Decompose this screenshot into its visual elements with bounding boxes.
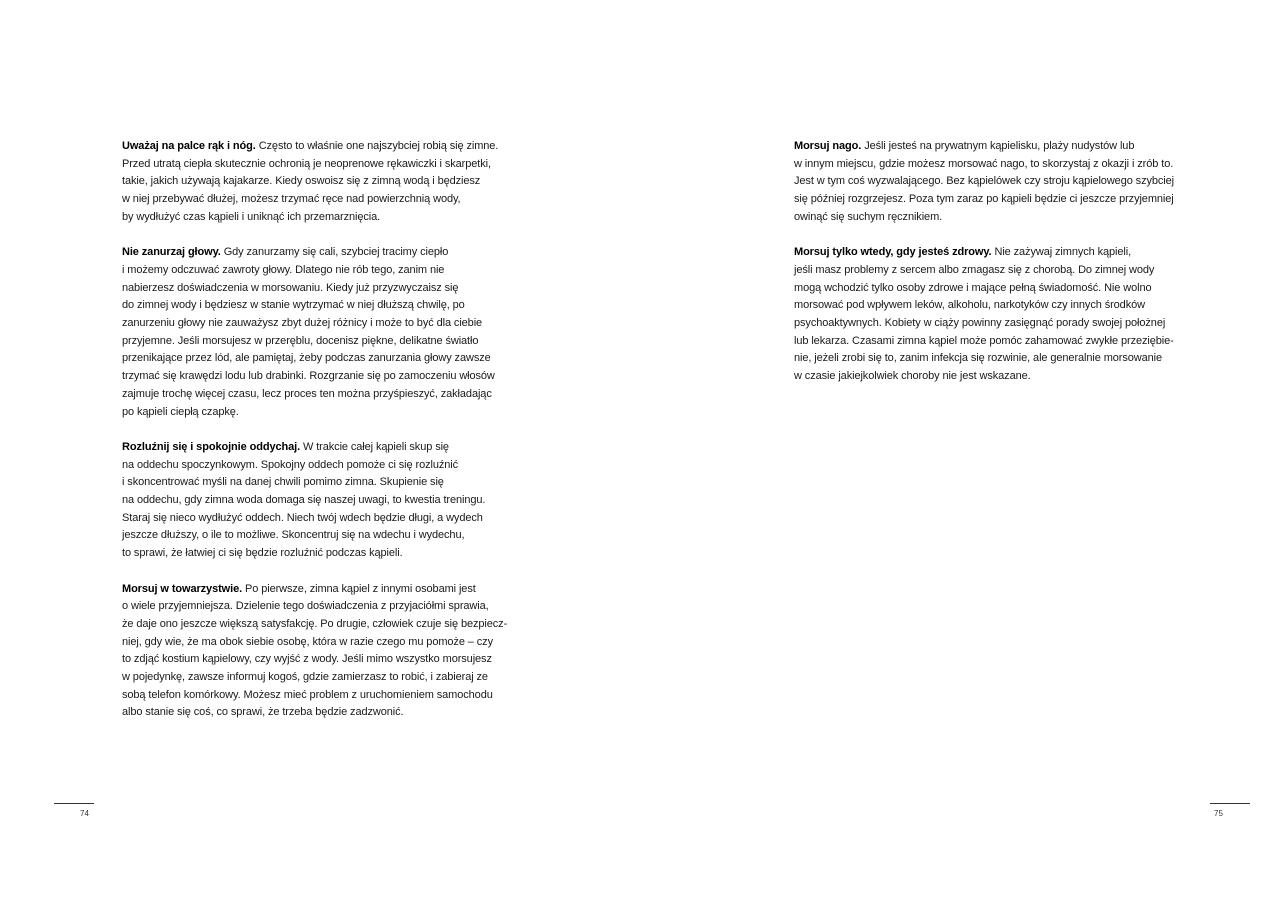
text-line: Staraj się nieco wydłużyć oddech. Niech twój wdech będzie długi, a wydech <box>122 511 483 524</box>
text-line: lub lekarza. Czasami zimna kąpiel może pomóc zahamować zwykłe przeziębie- <box>794 334 1174 347</box>
text-line: przenikające przez lód, ale pamiętaj, żeby podczas zanurzania głowy zawsze <box>122 352 491 365</box>
text-line: i skoncentrować myśli na danej chwili pomimo zimna. Skupienie się <box>122 476 444 489</box>
text-line: jeszcze dłuższy, o ile to możliwe. Skoncentruj się na wdechu i wydechu, <box>122 529 465 542</box>
paragraph <box>122 244 522 421</box>
paragraph-text: Jeśli jesteś na prywatnym kąpielisku, plaży nudystów lub <box>861 140 1135 152</box>
text-line: morsować pod wpływem leków, alkoholu, narkotyków czy innych środków <box>794 299 1145 312</box>
paragraph <box>794 138 1194 227</box>
left-text-column <box>122 138 522 740</box>
text-line: to sprawi, że łatwiej ci się będzie rozluźnić podczas kąpieli. <box>122 547 403 560</box>
text-line: albo stanie się coś, co sprawi, że trzeba będzie zadzwonić. <box>122 706 404 719</box>
paragraph-lead: Morsuj w towarzystwie. <box>122 582 243 595</box>
text-line: o wiele przyjemniejsza. Dzielenie tego doświadczenia z przyjaciółmi sprawia, <box>122 600 489 613</box>
paragraph <box>122 581 522 723</box>
text-line: owinąć się suchym ręcznikiem. <box>794 210 943 223</box>
paragraph-text: Po pierwsze, zimna kąpiel z innymi osobami jest <box>242 582 476 595</box>
text-line: na oddechu spoczynkowym. Spokojny oddech pomoże ci się rozluźnić <box>122 458 459 471</box>
text-line: zajmuje trochę więcej czasu, lecz proces ten można przyśpieszyć, zakładając <box>122 387 492 400</box>
paragraph-lead: Morsuj nago. <box>794 140 862 152</box>
text-line: to zdjąć kostium kąpielowy, czy wyjść z wody. Jeśli mimo wszystko morsujesz <box>122 653 492 666</box>
paragraph <box>122 439 522 563</box>
paragraph-lead: Uważaj na palce rąk i nóg. <box>122 140 256 152</box>
text-line: w innym miejscu, gdzie możesz morsować nago, to skorzystaj z okazji i zrób to. <box>794 157 1174 170</box>
text-line <box>794 138 1194 156</box>
text-line: takie, jakich używają kajakarze. Kiedy oswoisz się z zimną wodą i będziesz <box>122 175 481 188</box>
paragraph-text: Gdy zanurzamy się cali, szybciej tracimy ciepło <box>220 246 449 259</box>
text-line: mogą wchodzić tylko osoby zdrowe i mające pełną świadomość. Nie wolno <box>794 281 1152 294</box>
page-number-rule <box>1210 803 1250 804</box>
text-line: w pojedynkę, zawsze informuj kogoś, gdzie zamierzasz to robić, i zabieraj ze <box>122 671 488 684</box>
text-line: że daje ono jeszcze większą satysfakcję. Po drugie, człowiek czuje się bezpiecz- <box>122 617 508 630</box>
text-line: w niej przebywać dłużej, możesz trzymać ręce nad powierzchnią wody, <box>122 193 461 206</box>
text-line <box>122 138 522 156</box>
text-line: nie, jeżeli zrobi się to, zanim infekcja się rozwinie, ale generalnie morsowanie <box>794 352 1163 365</box>
text-line: po kąpieli ciepłą czapkę. <box>122 405 239 418</box>
paragraph <box>794 244 1194 386</box>
text-line <box>122 439 522 457</box>
text-line: w czasie jakiejkolwiek choroby nie jest wskazane. <box>794 370 1031 383</box>
page-number: 75 <box>1214 809 1223 818</box>
paragraph-text: Często to właśnie one najszybciej robią się zimne. <box>255 140 499 152</box>
text-line <box>122 581 522 599</box>
text-line: by wydłużyć czas kąpieli i uniknąć ich przemarznięcia. <box>122 210 381 223</box>
paragraph <box>122 138 522 227</box>
text-line: jeśli masz problemy z sercem albo zmagasz się z chorobą. Do zimnej wody <box>794 263 1155 276</box>
text-line: niej, gdy wie, że ma obok siebie osobę, która w razie czego mu pomoże – czy <box>122 635 493 648</box>
right-page <box>640 0 1280 905</box>
text-line: trzymać się krawędzi lodu lub drabinki. Rozgrzanie się po zamoczeniu włosów <box>122 370 495 383</box>
text-line: Jest w tym coś wyzwalającego. Bez kąpielówek czy stroju kąpielowego szybciej <box>794 175 1175 188</box>
text-line: na oddechu, gdy zimna woda domaga się naszej uwagi, to kwestia treningu. <box>122 494 486 507</box>
right-text-column <box>794 138 1194 404</box>
text-line <box>122 244 522 262</box>
text-line: nabierzesz doświadczenia w morsowaniu. Kiedy już przyzwyczaisz się <box>122 281 459 294</box>
paragraph-text: W trakcie całej kąpieli skup się <box>300 440 449 453</box>
text-line: i możemy odczuwać zawroty głowy. Dlatego nie rób tego, zanim nie <box>122 263 445 276</box>
text-line: Przed utratą ciepła skutecznie ochronią je neoprenowe rękawiczki i skarpetki, <box>122 157 491 170</box>
text-line: psychoaktywnych. Kobiety w ciąży powinny zasięgnąć porady swojej położnej <box>794 317 1166 330</box>
text-line: do zimnej wody i będziesz w stanie wytrzymać w niej dłuższą chwilę, po <box>122 299 465 312</box>
text-line <box>794 244 1194 262</box>
paragraph-lead: Rozluźnij się i spokojnie oddychaj. <box>122 440 301 453</box>
text-line: sobą telefon komórkowy. Możesz mieć problem z uruchomieniem samochodu <box>122 688 493 701</box>
paragraph-lead: Nie zanurzaj głowy. <box>122 246 221 259</box>
text-line: przyjemne. Jeśli morsujesz w przeręblu, docenisz piękne, delikatne światło <box>122 334 479 347</box>
text-line: się później rozgrzejesz. Poza tym zaraz po kąpieli będzie ci jeszcze przyjemniej <box>794 193 1174 206</box>
paragraph-lead: Morsuj tylko wtedy, gdy jesteś zdrowy. <box>794 246 992 259</box>
page-number-rule <box>54 803 94 804</box>
page-number: 74 <box>80 809 89 818</box>
text-line: zanurzeniu głowy nie zauważysz zbyt dużej różnicy i może to być dla ciebie <box>122 317 483 330</box>
paragraph-text: Nie zażywaj zimnych kąpieli, <box>991 246 1132 259</box>
